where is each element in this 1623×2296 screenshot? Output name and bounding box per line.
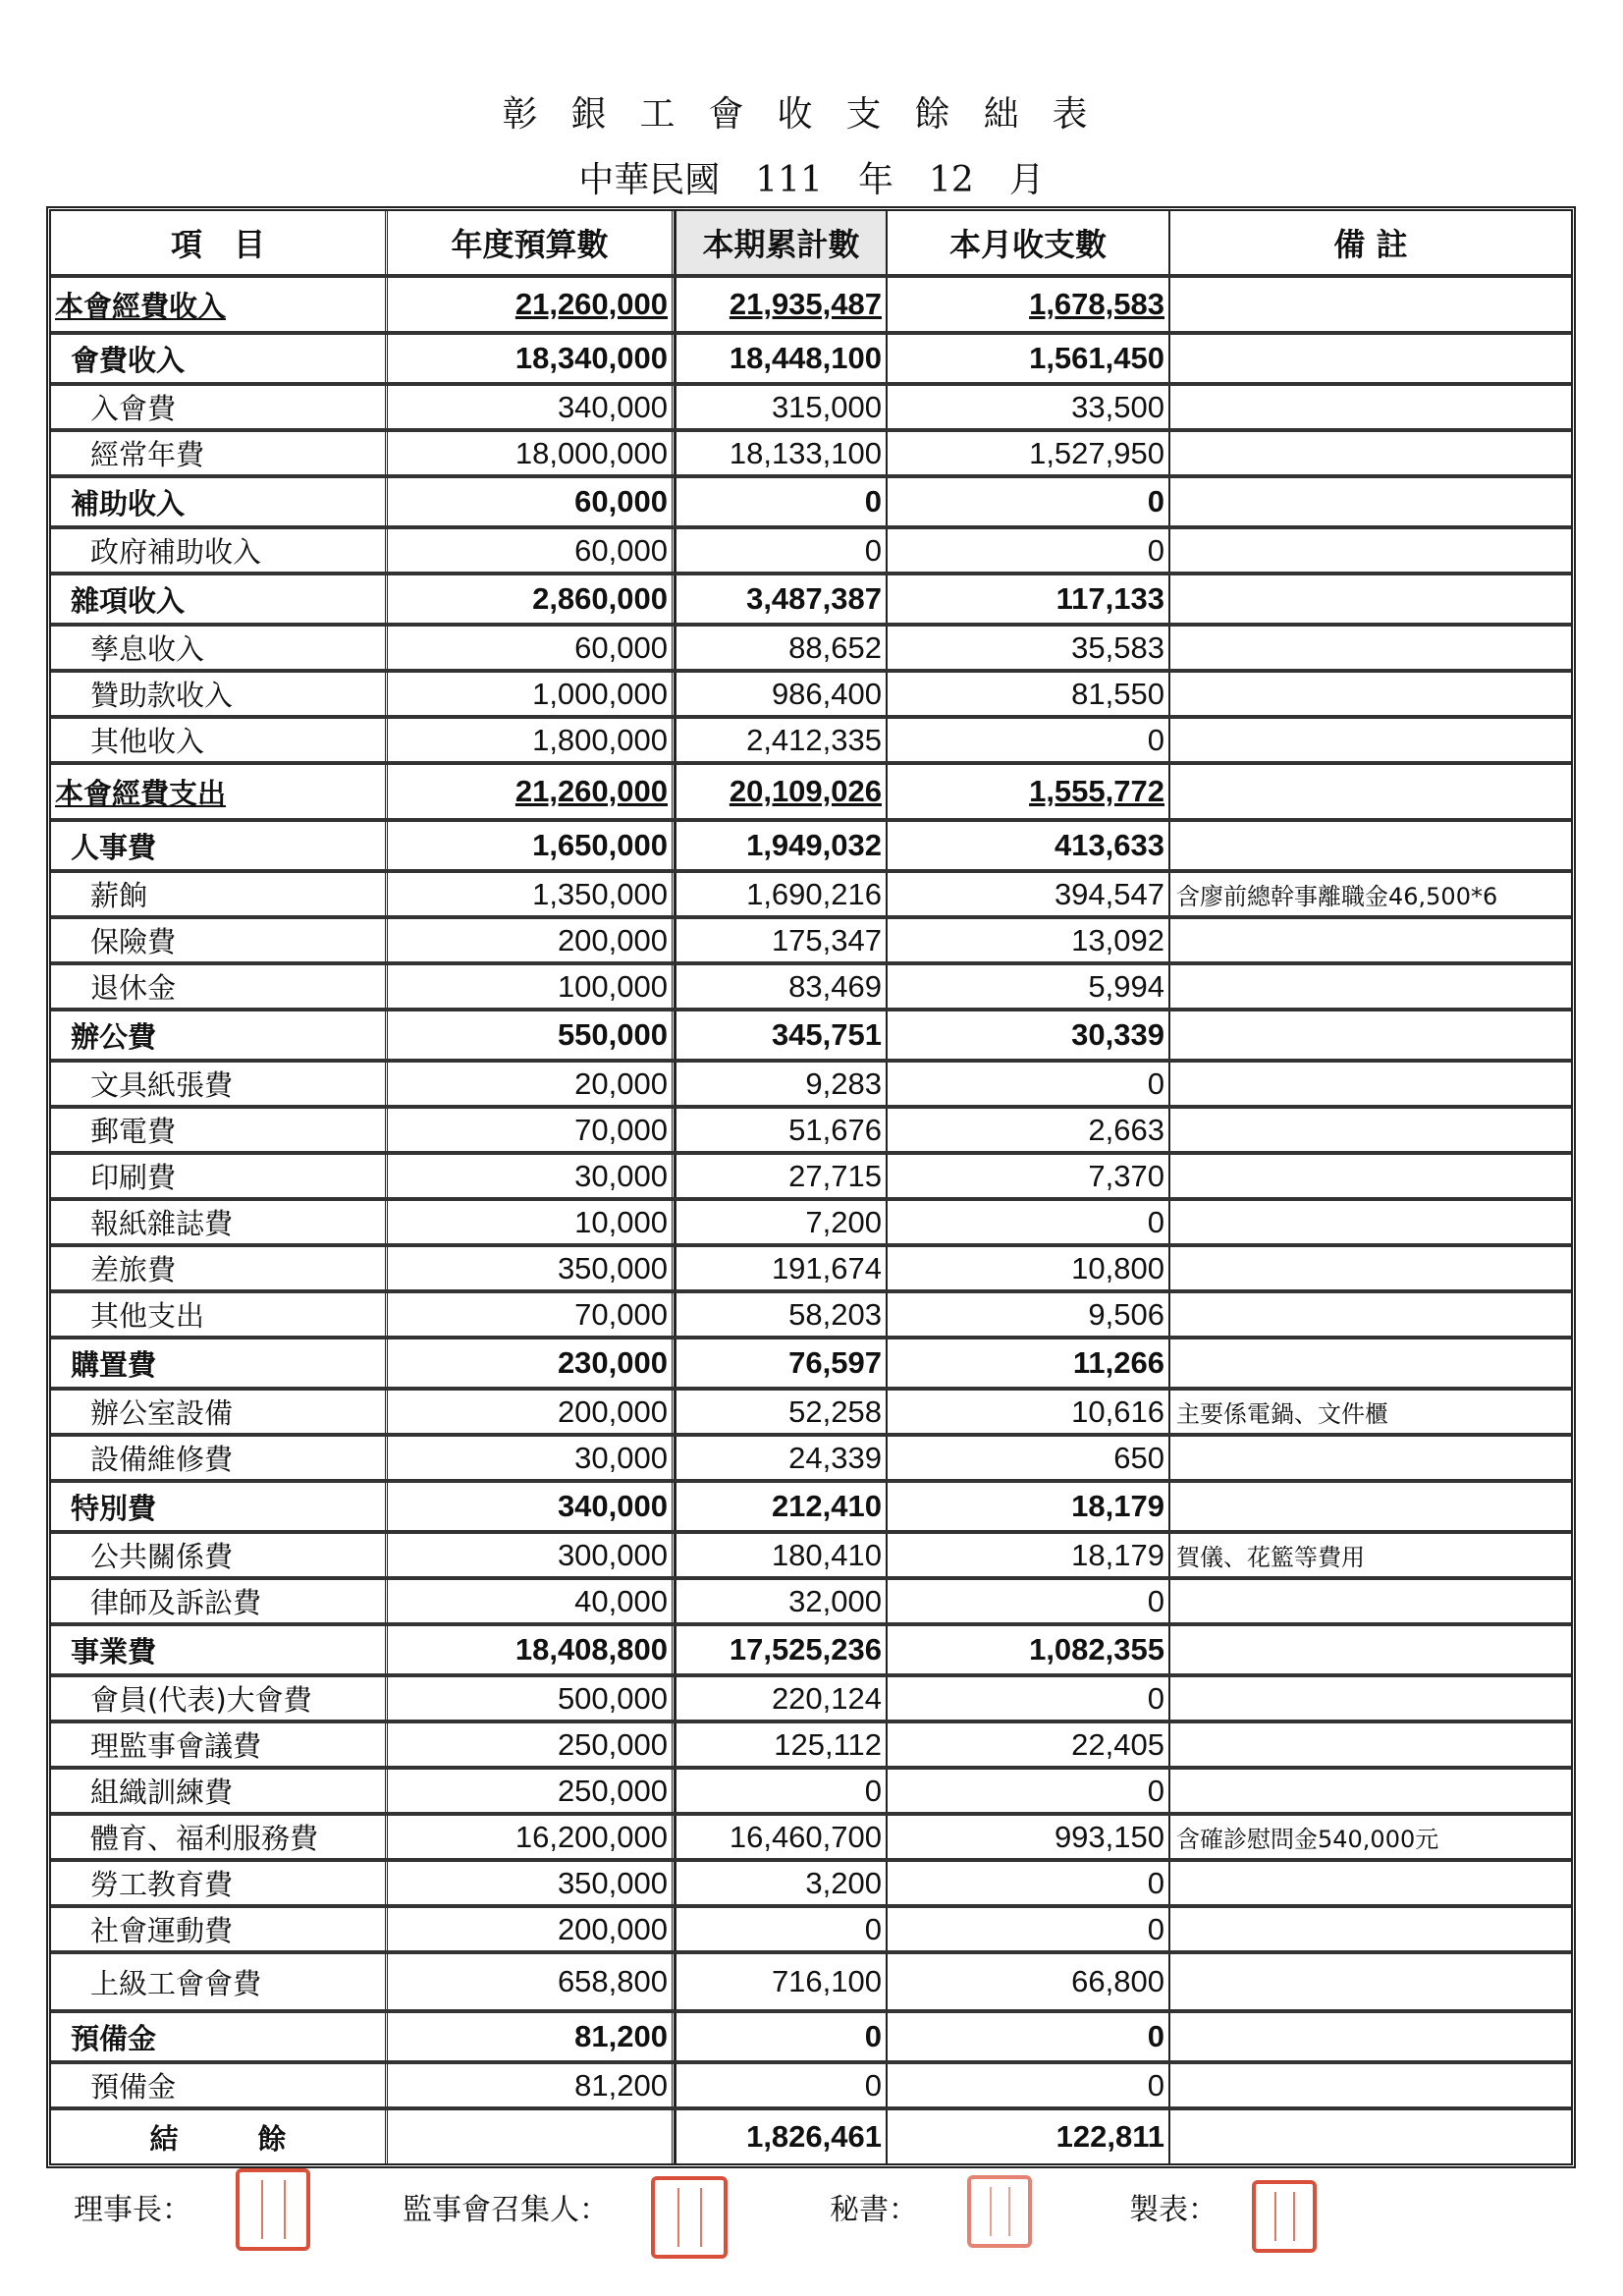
cell-budget: 81,200 xyxy=(385,2013,675,2060)
balance-label-a: 結 xyxy=(149,2121,179,2156)
table-row xyxy=(51,1950,1571,2009)
cell-cumulative: 1,690,216 xyxy=(675,873,886,915)
cell-budget: 340,000 xyxy=(385,386,675,428)
cell-remarks xyxy=(1168,1862,1571,1904)
cell-item: 補助收入 xyxy=(71,486,186,520)
table-row xyxy=(51,1673,1571,1720)
cell-budget: 100,000 xyxy=(385,965,675,1008)
balance-remarks xyxy=(1168,2110,1571,2163)
cell-item: 政府補助收入 xyxy=(90,535,262,569)
cell-monthly: 9,506 xyxy=(886,1293,1168,1336)
cell-item: 體育、福利服務費 xyxy=(90,1822,319,1855)
cell-cumulative: 175,347 xyxy=(675,919,886,961)
period-month: 12 xyxy=(928,160,974,200)
cell-monthly: 0 xyxy=(886,1580,1168,1622)
cell-remarks xyxy=(1168,627,1571,669)
cell-budget: 10,000 xyxy=(385,1201,675,1243)
table-row xyxy=(51,1812,1571,1858)
cell-monthly: 0 xyxy=(886,1201,1168,1243)
cell-item: 組織訓練費 xyxy=(90,1776,234,1809)
cell-remarks: 主要係電鍋、文件櫃 xyxy=(1168,1391,1571,1433)
table-row xyxy=(51,1858,1571,1904)
header-remarks: 備 註 xyxy=(1168,211,1571,274)
cell-monthly: 0 xyxy=(886,478,1168,525)
chairman-seal-icon xyxy=(236,2168,310,2251)
balance-label xyxy=(51,2110,385,2163)
table-row xyxy=(51,1289,1571,1336)
table-header xyxy=(51,211,1571,274)
cell-cumulative: 76,597 xyxy=(675,1339,886,1387)
cell-budget: 550,000 xyxy=(385,1011,675,1059)
cell-monthly: 0 xyxy=(886,1770,1168,1812)
cell-monthly: 35,583 xyxy=(886,627,1168,669)
cell-remarks xyxy=(1168,673,1571,715)
table-row xyxy=(51,1433,1571,1479)
cell-item: 社會運動費 xyxy=(90,1914,234,1947)
cell-remarks xyxy=(1168,965,1571,1008)
cell-item: 購置費 xyxy=(71,1347,157,1382)
cell-item: 事業費 xyxy=(71,1634,157,1668)
table-row xyxy=(51,1105,1571,1151)
cell-remarks xyxy=(1168,1954,1571,2009)
cell-cumulative: 3,487,387 xyxy=(675,575,886,623)
cell-item: 預備金 xyxy=(71,2021,157,2055)
cell-item: 辦公室設備 xyxy=(90,1396,234,1430)
supervisor-label: 監事會召集人： xyxy=(403,2193,609,2227)
cell-remarks xyxy=(1168,1011,1571,1059)
cell-cumulative: 0 xyxy=(675,2064,886,2106)
table-row xyxy=(51,1059,1571,1105)
secretary-seal-icon xyxy=(967,2175,1032,2248)
cell-budget: 60,000 xyxy=(385,627,675,669)
cell-cumulative: 21,935,487 xyxy=(675,278,886,331)
cell-cumulative: 220,124 xyxy=(675,1677,886,1720)
cell-remarks xyxy=(1168,335,1571,382)
header-cumulative: 本期累計數 xyxy=(675,211,886,274)
cell-remarks: 含確診慰問金540,000元 xyxy=(1168,1816,1571,1858)
cell-remarks xyxy=(1168,919,1571,961)
cell-monthly: 1,082,355 xyxy=(886,1626,1168,1673)
header-monthly: 本月收支數 xyxy=(886,211,1168,274)
cell-monthly: 0 xyxy=(886,1862,1168,1904)
table-row xyxy=(51,869,1571,915)
cell-cumulative: 315,000 xyxy=(675,386,886,428)
cell-monthly: 0 xyxy=(886,1063,1168,1105)
cell-budget: 200,000 xyxy=(385,919,675,961)
cell-budget: 30,000 xyxy=(385,1437,675,1479)
cell-monthly: 33,500 xyxy=(886,386,1168,428)
cell-monthly: 10,616 xyxy=(886,1391,1168,1433)
cell-monthly: 18,179 xyxy=(886,1534,1168,1576)
cell-item: 退休金 xyxy=(90,971,177,1005)
category-row xyxy=(51,572,1571,623)
cell-monthly: 394,547 xyxy=(886,873,1168,915)
cell-monthly: 650 xyxy=(886,1437,1168,1479)
cell-monthly: 13,092 xyxy=(886,919,1168,961)
cell-remarks xyxy=(1168,2064,1571,2106)
balance-budget xyxy=(385,2110,675,2163)
cell-monthly: 10,800 xyxy=(886,1247,1168,1289)
cell-budget: 21,260,000 xyxy=(385,278,675,331)
cell-item: 文具紙張費 xyxy=(90,1068,234,1102)
cell-cumulative: 18,448,100 xyxy=(675,335,886,382)
cell-remarks xyxy=(1168,1908,1571,1950)
cell-item: 其他支出 xyxy=(90,1299,205,1333)
cell-cumulative: 27,715 xyxy=(675,1155,886,1197)
cell-monthly: 5,994 xyxy=(886,965,1168,1008)
cell-cumulative: 51,676 xyxy=(675,1109,886,1151)
table-row xyxy=(51,1197,1571,1243)
cell-budget: 70,000 xyxy=(385,1293,675,1336)
cell-budget: 300,000 xyxy=(385,1534,675,1576)
cell-remarks xyxy=(1168,1483,1571,1530)
table-row xyxy=(51,382,1571,428)
cell-item: 預備金 xyxy=(90,2070,177,2104)
cell-monthly: 18,179 xyxy=(886,1483,1168,1530)
cell-item: 薪餉 xyxy=(90,879,148,912)
cell-remarks xyxy=(1168,1247,1571,1289)
cell-remarks xyxy=(1168,386,1571,428)
category-row xyxy=(51,331,1571,382)
cell-budget: 20,000 xyxy=(385,1063,675,1105)
cell-monthly: 0 xyxy=(886,1677,1168,1720)
cell-budget: 40,000 xyxy=(385,1580,675,1622)
cell-item: 差旅費 xyxy=(90,1253,177,1286)
cell-item: 律師及訴訟費 xyxy=(90,1586,262,1619)
cell-monthly: 66,800 xyxy=(886,1954,1168,2009)
category-row xyxy=(51,1336,1571,1387)
cell-monthly: 0 xyxy=(886,1908,1168,1950)
cell-remarks xyxy=(1168,765,1571,818)
cell-monthly: 1,561,450 xyxy=(886,335,1168,382)
cell-item: 其他收入 xyxy=(90,725,205,758)
cell-cumulative: 7,200 xyxy=(675,1201,886,1243)
table-row xyxy=(51,715,1571,761)
cell-budget: 230,000 xyxy=(385,1339,675,1387)
cell-cumulative: 0 xyxy=(675,1908,886,1950)
cell-item: 公共關係費 xyxy=(90,1540,234,1573)
cell-monthly: 1,678,583 xyxy=(886,278,1168,331)
cell-remarks xyxy=(1168,575,1571,623)
category-row xyxy=(51,1008,1571,1059)
cell-cumulative: 16,460,700 xyxy=(675,1816,886,1858)
income-expense-table xyxy=(46,206,1576,2168)
cell-monthly: 0 xyxy=(886,2013,1168,2060)
cell-item: 特別費 xyxy=(71,1491,157,1525)
cell-remarks xyxy=(1168,1339,1571,1387)
cell-cumulative: 3,200 xyxy=(675,1862,886,1904)
cell-remarks xyxy=(1168,432,1571,474)
cell-remarks xyxy=(1168,719,1571,761)
cell-cumulative: 58,203 xyxy=(675,1293,886,1336)
document-title: 彰銀工會收支餘絀表 xyxy=(502,94,1121,135)
cell-item: 印刷費 xyxy=(90,1161,177,1194)
cell-remarks xyxy=(1168,822,1571,869)
table-row xyxy=(51,623,1571,669)
table-row xyxy=(51,428,1571,474)
cell-budget: 2,860,000 xyxy=(385,575,675,623)
table-row xyxy=(51,1904,1571,1950)
period-era: 中華民國 xyxy=(578,160,721,200)
cell-remarks xyxy=(1168,2013,1571,2060)
cell-cumulative: 2,412,335 xyxy=(675,719,886,761)
category-row xyxy=(51,2009,1571,2060)
cell-remarks xyxy=(1168,1155,1571,1197)
cell-remarks xyxy=(1168,1723,1571,1766)
cell-item: 郵電費 xyxy=(90,1115,177,1148)
section-row xyxy=(51,274,1571,331)
cell-budget: 350,000 xyxy=(385,1247,675,1289)
balance-label-b: 餘 xyxy=(257,2121,287,2156)
preparer-seal-icon xyxy=(1252,2180,1317,2253)
table-row xyxy=(51,1151,1571,1197)
table-row xyxy=(51,1530,1571,1576)
cell-budget: 30,000 xyxy=(385,1155,675,1197)
cell-item: 上級工會會費 xyxy=(90,1966,262,2000)
cell-monthly: 11,266 xyxy=(886,1339,1168,1387)
cell-item: 設備維修費 xyxy=(90,1443,234,1476)
cell-cumulative: 17,525,236 xyxy=(675,1626,886,1673)
cell-budget: 1,000,000 xyxy=(385,673,675,715)
cell-monthly: 22,405 xyxy=(886,1723,1168,1766)
category-row xyxy=(51,1622,1571,1673)
cell-cumulative: 1,949,032 xyxy=(675,822,886,869)
cell-item: 入會費 xyxy=(90,392,177,425)
table-row xyxy=(51,1243,1571,1289)
cell-cumulative: 212,410 xyxy=(675,1483,886,1530)
cell-budget: 1,350,000 xyxy=(385,873,675,915)
cell-item: 經常年費 xyxy=(90,438,205,471)
cell-remarks xyxy=(1168,1437,1571,1479)
table-row xyxy=(51,1766,1571,1812)
cell-cumulative: 18,133,100 xyxy=(675,432,886,474)
table-row xyxy=(51,669,1571,715)
cell-remarks xyxy=(1168,1626,1571,1673)
cell-cumulative: 20,109,026 xyxy=(675,765,886,818)
section-row xyxy=(51,761,1571,818)
table-row xyxy=(51,915,1571,961)
cell-budget: 350,000 xyxy=(385,1862,675,1904)
table-row xyxy=(51,2060,1571,2106)
table-row xyxy=(51,1576,1571,1622)
cell-cumulative: 24,339 xyxy=(675,1437,886,1479)
cell-remarks: 賀儀、花籃等費用 xyxy=(1168,1534,1571,1576)
cell-remarks xyxy=(1168,1063,1571,1105)
document-period xyxy=(0,152,1623,202)
cell-item: 贊助款收入 xyxy=(90,679,234,712)
cell-item: 本會經費支出 xyxy=(55,776,227,810)
category-row xyxy=(51,474,1571,525)
cell-budget: 658,800 xyxy=(385,1954,675,2009)
table-row xyxy=(51,1387,1571,1433)
cell-monthly: 0 xyxy=(886,2064,1168,2106)
cell-cumulative: 9,283 xyxy=(675,1063,886,1105)
cell-monthly: 117,133 xyxy=(886,575,1168,623)
table-row xyxy=(51,1720,1571,1766)
cell-budget: 18,408,800 xyxy=(385,1626,675,1673)
cell-item: 辦公費 xyxy=(71,1019,157,1054)
cell-item: 孳息收入 xyxy=(90,632,205,666)
cell-monthly: 7,370 xyxy=(886,1155,1168,1197)
cell-budget: 250,000 xyxy=(385,1770,675,1812)
cell-monthly: 2,663 xyxy=(886,1109,1168,1151)
cell-budget: 60,000 xyxy=(385,529,675,572)
cell-remarks xyxy=(1168,529,1571,572)
cell-cumulative: 180,410 xyxy=(675,1534,886,1576)
cell-monthly: 0 xyxy=(886,529,1168,572)
category-row xyxy=(51,1479,1571,1530)
cell-budget: 60,000 xyxy=(385,478,675,525)
cell-budget: 200,000 xyxy=(385,1391,675,1433)
cell-budget: 1,650,000 xyxy=(385,822,675,869)
cell-item: 理監事會議費 xyxy=(90,1729,262,1763)
chairman-label: 理事長： xyxy=(74,2193,191,2227)
cell-monthly: 413,633 xyxy=(886,822,1168,869)
cell-cumulative: 88,652 xyxy=(675,627,886,669)
cell-budget: 70,000 xyxy=(385,1109,675,1151)
secretary-label: 秘書： xyxy=(830,2193,918,2227)
cell-budget: 81,200 xyxy=(385,2064,675,2106)
cell-remarks xyxy=(1168,478,1571,525)
table-row xyxy=(51,525,1571,572)
table-row xyxy=(51,961,1571,1008)
cell-cumulative: 0 xyxy=(675,529,886,572)
cell-item: 本會經費收入 xyxy=(55,289,227,323)
cell-budget: 200,000 xyxy=(385,1908,675,1950)
balance-monthly: 122,811 xyxy=(886,2110,1168,2163)
header-item: 項 目 xyxy=(170,226,265,263)
cell-monthly: 0 xyxy=(886,719,1168,761)
balance-cumulative: 1,826,461 xyxy=(675,2110,886,2163)
cell-cumulative: 716,100 xyxy=(675,1954,886,2009)
cell-budget: 18,340,000 xyxy=(385,335,675,382)
cell-budget: 21,260,000 xyxy=(385,765,675,818)
cell-item: 雜項收入 xyxy=(71,583,186,618)
balance-row xyxy=(51,2106,1571,2163)
cell-cumulative: 986,400 xyxy=(675,673,886,715)
cell-remarks xyxy=(1168,1293,1571,1336)
category-row xyxy=(51,818,1571,869)
cell-monthly: 30,339 xyxy=(886,1011,1168,1059)
period-year: 111 xyxy=(755,160,823,200)
cell-monthly: 1,555,772 xyxy=(886,765,1168,818)
cell-item: 報紙雜誌費 xyxy=(90,1207,234,1240)
cell-budget: 500,000 xyxy=(385,1677,675,1720)
cell-item: 保險費 xyxy=(90,925,177,958)
cell-cumulative: 52,258 xyxy=(675,1391,886,1433)
cell-cumulative: 0 xyxy=(675,478,886,525)
cell-cumulative: 191,674 xyxy=(675,1247,886,1289)
cell-remarks xyxy=(1168,1677,1571,1720)
cell-cumulative: 125,112 xyxy=(675,1723,886,1766)
cell-remarks: 含廖前總幹事離職金46,500*6 xyxy=(1168,873,1571,915)
cell-budget: 1,800,000 xyxy=(385,719,675,761)
cell-budget: 16,200,000 xyxy=(385,1816,675,1858)
cell-monthly: 1,527,950 xyxy=(886,432,1168,474)
cell-monthly: 81,550 xyxy=(886,673,1168,715)
cell-budget: 250,000 xyxy=(385,1723,675,1766)
cell-budget: 18,000,000 xyxy=(385,432,675,474)
period-month-unit: 月 xyxy=(1008,160,1045,200)
preparer-label: 製表： xyxy=(1129,2193,1217,2227)
supervisor-seal-icon xyxy=(651,2176,728,2259)
cell-item: 會費收入 xyxy=(71,343,186,377)
cell-cumulative: 83,469 xyxy=(675,965,886,1008)
cell-monthly: 993,150 xyxy=(886,1816,1168,1858)
cell-remarks xyxy=(1168,1201,1571,1243)
cell-remarks xyxy=(1168,1770,1571,1812)
cell-item: 人事費 xyxy=(71,830,157,864)
cell-cumulative: 32,000 xyxy=(675,1580,886,1622)
cell-budget: 340,000 xyxy=(385,1483,675,1530)
cell-cumulative: 0 xyxy=(675,1770,886,1812)
cell-item: 勞工教育費 xyxy=(90,1868,234,1901)
cell-cumulative: 0 xyxy=(675,2013,886,2060)
cell-remarks xyxy=(1168,278,1571,331)
cell-item: 會員(代表)大會費 xyxy=(90,1683,312,1717)
cell-remarks xyxy=(1168,1109,1571,1151)
header-budget: 年度預算數 xyxy=(385,211,675,274)
cell-cumulative: 345,751 xyxy=(675,1011,886,1059)
cell-remarks xyxy=(1168,1580,1571,1622)
period-year-unit: 年 xyxy=(857,160,893,200)
